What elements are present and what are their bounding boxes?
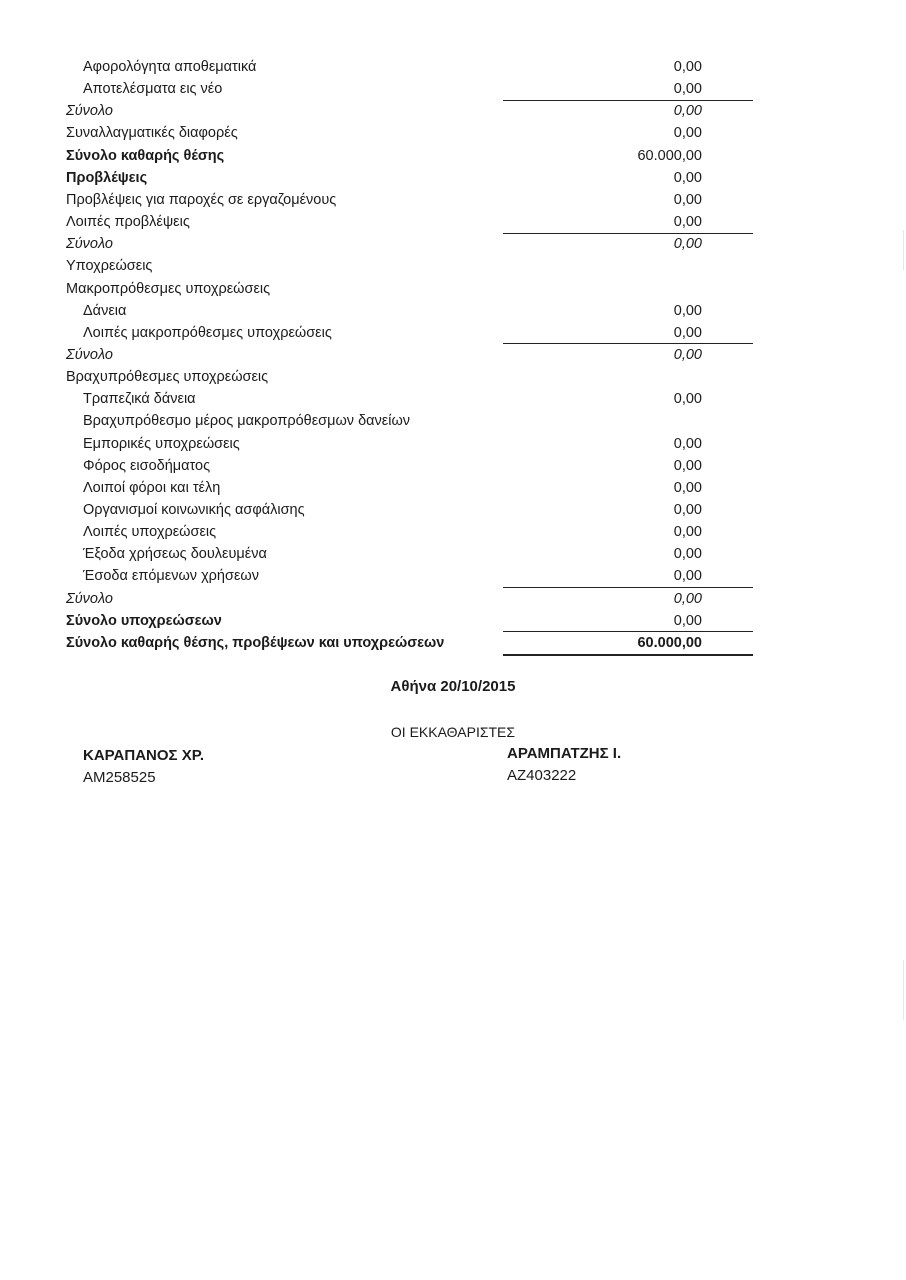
row-label: Σύνολο	[66, 236, 113, 253]
table-row	[66, 278, 753, 300]
row-value: 0,00	[673, 103, 702, 120]
signatory-left-id: ΑΜ258525	[83, 769, 156, 786]
liquidators-heading: ΟΙ ΕΚΚΑΘΑΡΙΣΤΕΣ	[390, 724, 516, 740]
table-row	[66, 366, 753, 388]
table-row	[66, 145, 753, 167]
table-row	[66, 167, 753, 189]
row-value: 0,00	[673, 568, 702, 585]
row-value: 0,00	[673, 59, 702, 75]
row-value: 60.000,00	[637, 634, 702, 651]
table-row	[66, 499, 753, 521]
row-label: Λοιπές υποχρεώσεις	[83, 524, 217, 541]
row-value: 0,00	[673, 125, 702, 142]
scan-edge-mark	[903, 960, 904, 1020]
table-row	[66, 255, 753, 277]
row-label: Σύνολο υποχρεώσεων	[66, 612, 222, 629]
row-label: Σύνολο	[66, 346, 113, 363]
row-label: Εμπορικές υποχρεώσεις	[83, 435, 240, 452]
row-label: Φόρος εισοδήματος	[83, 457, 211, 474]
row-label: Προβλέψεις για παροχές σε εργαζομένους	[66, 191, 337, 208]
table-row	[66, 300, 753, 322]
date-line: Αθήνα 20/10/2015	[390, 678, 516, 695]
row-label: Υποχρεώσεις	[66, 258, 153, 275]
row-value: 0,00	[673, 302, 702, 319]
row-label: Αφορολόγητα αποθεματικά	[83, 59, 257, 75]
row-value: 0,00	[673, 214, 702, 231]
table-row	[66, 211, 753, 233]
row-label: Λοιποί φόροι και τέλη	[83, 479, 221, 496]
row-value: 0,00	[673, 457, 702, 474]
row-label: Οργανισμοί κοινωνικής ασφάλισης	[83, 502, 305, 518]
table-row	[66, 233, 753, 255]
table-row	[66, 521, 753, 543]
table-row	[66, 632, 753, 654]
scan-edge-mark	[903, 230, 904, 270]
row-label: Δάνεια	[83, 302, 127, 319]
table-row	[66, 565, 753, 587]
row-value: 0,00	[673, 324, 702, 341]
row-label: Έσοδα επόμενων χρήσεων	[83, 568, 259, 585]
row-label: Έξοδα χρήσεως δουλευμένα	[83, 546, 267, 563]
table-row	[66, 100, 753, 122]
row-value: 0,00	[673, 590, 702, 607]
row-label: Λοιπές μακροπρόθεσμες υποχρεώσεις	[83, 324, 332, 341]
table-row	[66, 388, 753, 410]
row-value: 0,00	[673, 81, 702, 98]
table-row	[66, 322, 753, 344]
row-label: Σύνολο καθαρής θέσης	[66, 147, 225, 164]
row-label: Σύνολο καθαρής θέσης, προβέψεων και υποχρεώσεων	[66, 634, 445, 651]
table-row	[66, 410, 753, 432]
table-row	[66, 78, 753, 100]
row-label: Μακροπρόθεσμες υποχρεώσεις	[66, 280, 271, 297]
table-row	[66, 455, 753, 477]
table-row	[66, 122, 753, 144]
table-row	[66, 56, 753, 78]
row-value: 0,00	[673, 546, 702, 563]
row-value: 0,00	[673, 612, 702, 629]
table-row	[66, 477, 753, 499]
row-label: Αποτελέσματα εις νέο	[83, 81, 223, 98]
row-label: Βραχυπρόθεσμο μέρος μακροπρόθεσμων δανείων	[83, 413, 411, 430]
row-value: 0,00	[673, 435, 702, 452]
row-value: 0,00	[673, 391, 702, 408]
table-row	[66, 189, 753, 211]
row-label: Βραχυπρόθεσμες υποχρεώσεις	[66, 369, 269, 386]
table-row	[66, 610, 753, 632]
row-label: Σύνολο	[66, 103, 113, 120]
row-label: Τραπεζικά δάνεια	[83, 391, 196, 408]
row-label: Συναλλαγματικές διαφορές	[66, 125, 238, 142]
row-value: 0,00	[673, 236, 702, 253]
signatory-right-id: ΑΖ403222	[507, 767, 577, 784]
row-value: 60.000,00	[637, 147, 702, 164]
row-label: Σύνολο	[66, 590, 113, 607]
row-label: Λοιπές προβλέψεις	[66, 214, 190, 231]
grand-total-rule	[503, 655, 753, 656]
row-value: 0,00	[673, 524, 702, 541]
row-value: 0,00	[673, 346, 702, 363]
row-value: 0,00	[673, 191, 702, 208]
table-row	[66, 543, 753, 565]
row-value: 0,00	[673, 169, 702, 186]
table-row	[66, 433, 753, 455]
row-value: 0,00	[673, 479, 702, 496]
signatory-right-name: ΑΡΑΜΠΑΤΖΗΣ Ι.	[507, 745, 622, 762]
table-row	[66, 344, 753, 366]
signatory-left-name: ΚΑΡΑΠΑΝΟΣ ΧΡ.	[83, 747, 204, 764]
row-label: Προβλέψεις	[66, 169, 148, 186]
row-value: 0,00	[673, 502, 702, 518]
table-row	[66, 588, 753, 610]
